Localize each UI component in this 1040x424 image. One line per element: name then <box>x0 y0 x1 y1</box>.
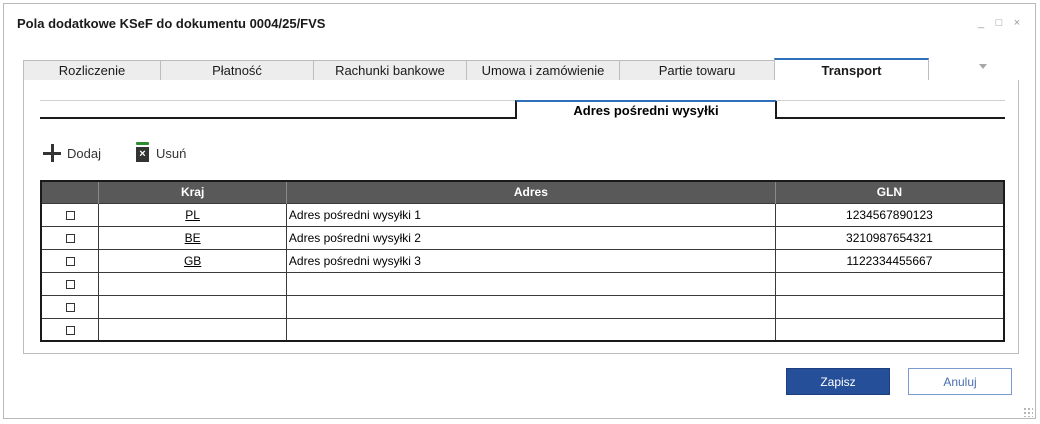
table-row[interactable] <box>41 318 1004 341</box>
row-checkbox[interactable] <box>66 234 75 243</box>
maximize-icon[interactable]: □ <box>995 17 1003 29</box>
dialog-title: Pola dodatkowe KSeF do dokumentu 0004/25/FVS <box>17 16 326 31</box>
cell-adres[interactable] <box>286 318 775 341</box>
table-row[interactable] <box>41 249 1004 272</box>
window-controls <box>976 17 1022 29</box>
cancel-button[interactable]: Anuluj <box>908 368 1012 395</box>
close-icon[interactable]: × <box>1013 17 1021 29</box>
delete-button-label: Usuń <box>156 145 187 161</box>
column-header-gln[interactable]: GLN <box>775 181 1004 203</box>
cell-kraj[interactable] <box>99 272 287 295</box>
column-header-adres[interactable]: Adres <box>286 181 775 203</box>
save-button[interactable]: Zapisz <box>786 368 890 395</box>
grid-header-row <box>41 181 1004 203</box>
row-checkbox[interactable] <box>66 280 75 289</box>
table-row[interactable] <box>41 226 1004 249</box>
add-button[interactable] <box>41 142 101 164</box>
table-row[interactable] <box>41 203 1004 226</box>
cell-gln[interactable] <box>775 318 1004 341</box>
cell-gln[interactable] <box>775 295 1004 318</box>
cell-kraj[interactable]: BE <box>99 226 287 249</box>
cell-gln[interactable]: 3210987654321 <box>775 226 1004 249</box>
cell-adres[interactable] <box>286 272 775 295</box>
tab-umowa-i-zamowienie[interactable]: Umowa i zamówienie <box>466 60 620 80</box>
tab-partie-towaru[interactable]: Partie towaru <box>619 60 775 80</box>
cell-kraj[interactable] <box>99 318 287 341</box>
cell-gln[interactable]: 1234567890123 <box>775 203 1004 226</box>
table-row[interactable] <box>41 272 1004 295</box>
main-tabs <box>23 58 1003 80</box>
row-checkbox[interactable] <box>66 326 75 335</box>
row-checkbox[interactable] <box>66 257 75 266</box>
subtab-adres-posredni-wysylki[interactable]: Adres pośredni wysyłki <box>515 100 777 119</box>
address-grid <box>40 180 1005 342</box>
delete-button[interactable] <box>134 142 186 164</box>
tab-platnosc[interactable]: Płatność <box>160 60 314 80</box>
add-button-label: Dodaj <box>67 145 101 161</box>
subtab-strip-divider <box>776 117 1005 119</box>
row-checkbox[interactable] <box>66 211 75 220</box>
tab-rozliczenie[interactable]: Rozliczenie <box>23 60 161 80</box>
minimize-icon[interactable]: _ <box>977 17 985 29</box>
trash-icon: × <box>134 142 152 164</box>
plus-icon <box>41 142 63 164</box>
row-checkbox[interactable] <box>66 303 75 312</box>
column-header-kraj[interactable]: Kraj <box>99 181 287 203</box>
cell-kraj[interactable] <box>99 295 287 318</box>
subtab-strip-divider <box>776 100 1005 101</box>
tabs-dropdown-chevron-icon[interactable] <box>979 64 987 69</box>
cell-adres[interactable] <box>286 295 775 318</box>
cell-kraj[interactable]: GB <box>99 249 287 272</box>
cell-gln[interactable]: 1122334455667 <box>775 249 1004 272</box>
cell-adres[interactable]: Adres pośredni wysyłki 2 <box>286 226 775 249</box>
cell-gln[interactable] <box>775 272 1004 295</box>
resize-grip-icon[interactable] <box>1023 407 1033 417</box>
table-row[interactable] <box>41 295 1004 318</box>
cell-adres[interactable]: Adres pośredni wysyłki 1 <box>286 203 775 226</box>
subtab-strip-divider <box>40 117 516 119</box>
cell-adres[interactable]: Adres pośredni wysyłki 3 <box>286 249 775 272</box>
column-header-select[interactable] <box>41 181 99 203</box>
tab-transport[interactable]: Transport <box>774 58 929 80</box>
cell-kraj[interactable]: PL <box>99 203 287 226</box>
subtab-strip-divider <box>40 100 516 101</box>
tab-rachunki-bankowe[interactable]: Rachunki bankowe <box>313 60 467 80</box>
